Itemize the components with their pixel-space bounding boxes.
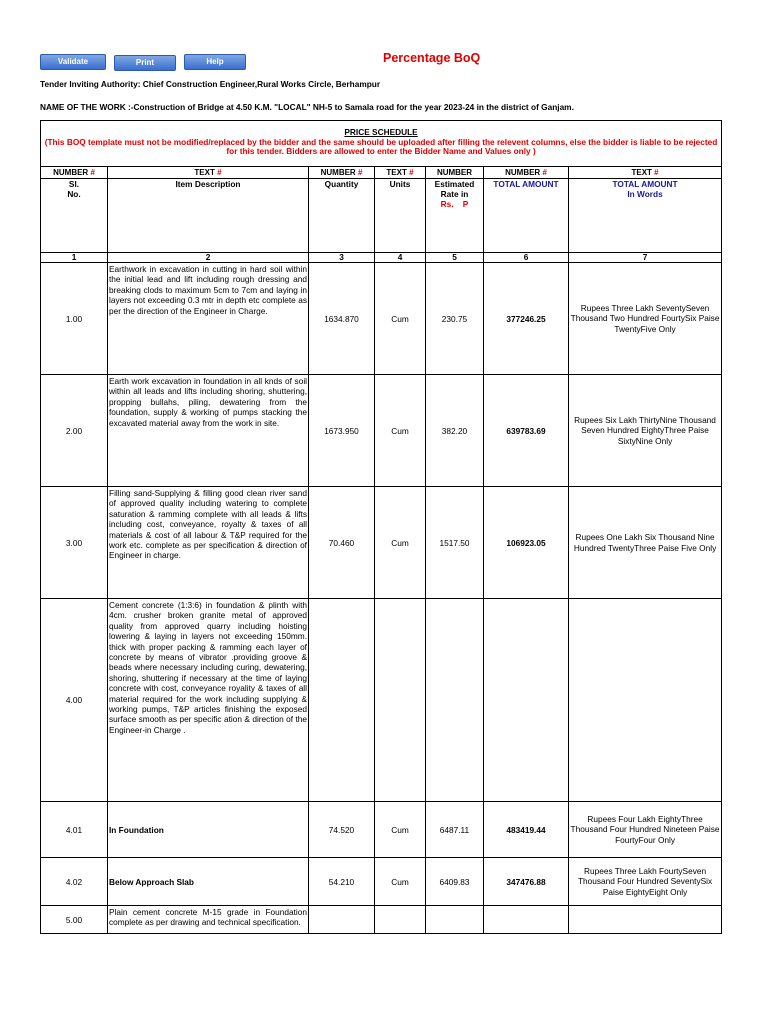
total-amount-words-header: TOTAL AMOUNT In Words [569, 179, 722, 253]
table-row [41, 906, 722, 934]
description-cell: Filling sand-Supplying & filling good clean river sand of approved quality including watering to complete saturation & ramming complete with all leads & lifts including cost, conveyance, royalty & taxes of all materials & cost of all labour & T&P required for the work etc. complete as per specification & direction of Engineer in charge. [108, 487, 309, 599]
units-header: Units [375, 179, 426, 253]
item-description-header: Item Description [108, 179, 309, 253]
column-number-cell: 3 [309, 253, 375, 263]
amount-words-cell: Rupees Three Lakh SeventySeven Thousand Two Hundred FourtySix Paise TwentyFive Only [569, 263, 722, 375]
sl-no-cell: 4.00 [41, 599, 108, 802]
rate-cell [426, 599, 484, 802]
price-schedule-cell [41, 121, 722, 167]
rate-cell: 230.75 [426, 263, 484, 375]
sl-no-cell: 1.00 [41, 263, 108, 375]
units-cell: Cum [375, 802, 426, 858]
description-cell: Plain cement concrete M-15 grade in Foundation complete as per drawing and technical specification. [108, 906, 309, 934]
amount-words-cell [569, 599, 722, 802]
type-cell: TEXT # [108, 167, 309, 179]
description-cell: Below Approach Slab [108, 858, 309, 906]
validate-button[interactable]: Validate [40, 54, 106, 70]
quantity-cell [309, 906, 375, 934]
amount-words-cell: Rupees Six Lakh ThirtyNine Thousand Seven Hundred EightyThree Paise SixtyNine Only [569, 375, 722, 487]
price-schedule-note: (This BOQ template must not be modified/replaced by the bidder and the same should be uploaded after filling the relevent columns, else the bidder is liable to be rejected for this tender. Bidders are allowed to enter the Bidder Name and Values only ) [44, 136, 718, 156]
sl-no-cell: 2.00 [41, 375, 108, 487]
amount-cell: 347476.88 [484, 858, 569, 906]
amount-cell: 106923.05 [484, 487, 569, 599]
quantity-cell: 74.520 [309, 802, 375, 858]
amount-cell: 639783.69 [484, 375, 569, 487]
units-cell [375, 906, 426, 934]
quantity-cell: 1634.870 [309, 263, 375, 375]
units-cell: Cum [375, 487, 426, 599]
total-amount-header: TOTAL AMOUNT [484, 179, 569, 253]
work-name-line: NAME OF THE WORK :-Construction of Bridge at 4.50 K.M. "LOCAL" NH-5 to Samala road for the year 2023-24 in the district of Ganjam. [40, 102, 574, 112]
type-cell: NUMBER # [484, 167, 569, 179]
sl-no-cell: 4.01 [41, 802, 108, 858]
description-cell: Cement concrete (1:3:6) in foundation & plinth with 4cm. crusher broken granite metal of approved quality from approved quarry including hoisting lowering & laying in layers not exceeding 150mm. thick with proper packing & ramming each layer of concrete by means of vibrator .providing groove & beads where necessary including curing, dewatering, shoring, shuttering if necessary at the time of laying concrete with cost, conveyance royality & taxes of all material required for the work including supplying & working pumps, T&P articles finishing the exposed surface smooth as per specific ation & direction of the Engineer-in Charge . [108, 599, 309, 802]
amount-words-cell: Rupees Four Lakh EightyThree Thousand Four Hundred Nineteen Paise FourtyFour Only [569, 802, 722, 858]
table-row [41, 375, 722, 487]
units-cell [375, 599, 426, 802]
type-cell: TEXT # [375, 167, 426, 179]
description-cell: Earthwork in excavation in cutting in hard soil within the initial lead and lift including rough dressing and breaking clods to maximum 5cm to 7cm and laying in layers not exceeding 0.3 mtr in depth etc complete as per the direction of the Engineer in Charge. [108, 263, 309, 375]
sl-no-header: Sl. No. [41, 179, 108, 253]
data-rows [41, 263, 722, 934]
column-number-cell: 4 [375, 253, 426, 263]
quantity-cell: 54.210 [309, 858, 375, 906]
rate-cell: 6409.83 [426, 858, 484, 906]
quantity-header: Quantity [309, 179, 375, 253]
table-row [41, 599, 722, 802]
price-schedule-heading: PRICE SCHEDULE [344, 127, 418, 137]
type-cell: NUMBER # [41, 167, 108, 179]
amount-words-cell: Rupees Three Lakh FourtySeven Thousand Four Hundred SeventySix Paise EightyEight Only [569, 858, 722, 906]
type-cell: NUMBER # [309, 167, 375, 179]
description-cell: In Foundation [108, 802, 309, 858]
units-cell: Cum [375, 375, 426, 487]
column-number-cell: 6 [484, 253, 569, 263]
units-cell: Cum [375, 263, 426, 375]
sl-no-cell: 3.00 [41, 487, 108, 599]
rate-cell: 6487.11 [426, 802, 484, 858]
amount-cell: 377246.25 [484, 263, 569, 375]
table-row [41, 487, 722, 599]
amount-cell [484, 599, 569, 802]
type-cell: NUMBER [426, 167, 484, 179]
amount-cell: 483419.44 [484, 802, 569, 858]
column-number-cell: 2 [108, 253, 309, 263]
column-number-cell: 5 [426, 253, 484, 263]
column-number-row [41, 253, 722, 263]
type-cell: TEXT # [569, 167, 722, 179]
column-number-cell: 1 [41, 253, 108, 263]
quantity-cell: 70.460 [309, 487, 375, 599]
sl-no-cell: 5.00 [41, 906, 108, 934]
page-title: Percentage BoQ [383, 51, 481, 65]
rate-cell [426, 906, 484, 934]
table-row [41, 858, 722, 906]
type-row [41, 167, 722, 179]
units-cell: Cum [375, 858, 426, 906]
sl-no-cell: 4.02 [41, 858, 108, 906]
authority-line: Tender Inviting Authority: Chief Construction Engineer,Rural Works Circle, Berhampur [40, 79, 381, 89]
table-row [41, 263, 722, 375]
quantity-cell: 1673.950 [309, 375, 375, 487]
rate-cell: 1517.50 [426, 487, 484, 599]
amount-words-cell [569, 906, 722, 934]
quantity-cell [309, 599, 375, 802]
amount-cell [484, 906, 569, 934]
help-button[interactable]: Help [184, 54, 246, 70]
description-cell: Earth work excavation in foundation in all knds of soil within all leads and lifts including shoring, shuttering, propping bullahs, piling, dewatering from the foundation, supply & working of pumps stacking the excavated material away from the work in site. [108, 375, 309, 487]
table-row [41, 802, 722, 858]
rate-header: Estimated Rate in Rs. P [426, 179, 484, 253]
boq-table [40, 120, 722, 934]
header-row [41, 179, 722, 253]
print-button[interactable]: Print [114, 55, 176, 71]
rate-cell: 382.20 [426, 375, 484, 487]
column-number-cell: 7 [569, 253, 722, 263]
amount-words-cell: Rupees One Lakh Six Thousand Nine Hundred TwentyThree Paise Five Only [569, 487, 722, 599]
